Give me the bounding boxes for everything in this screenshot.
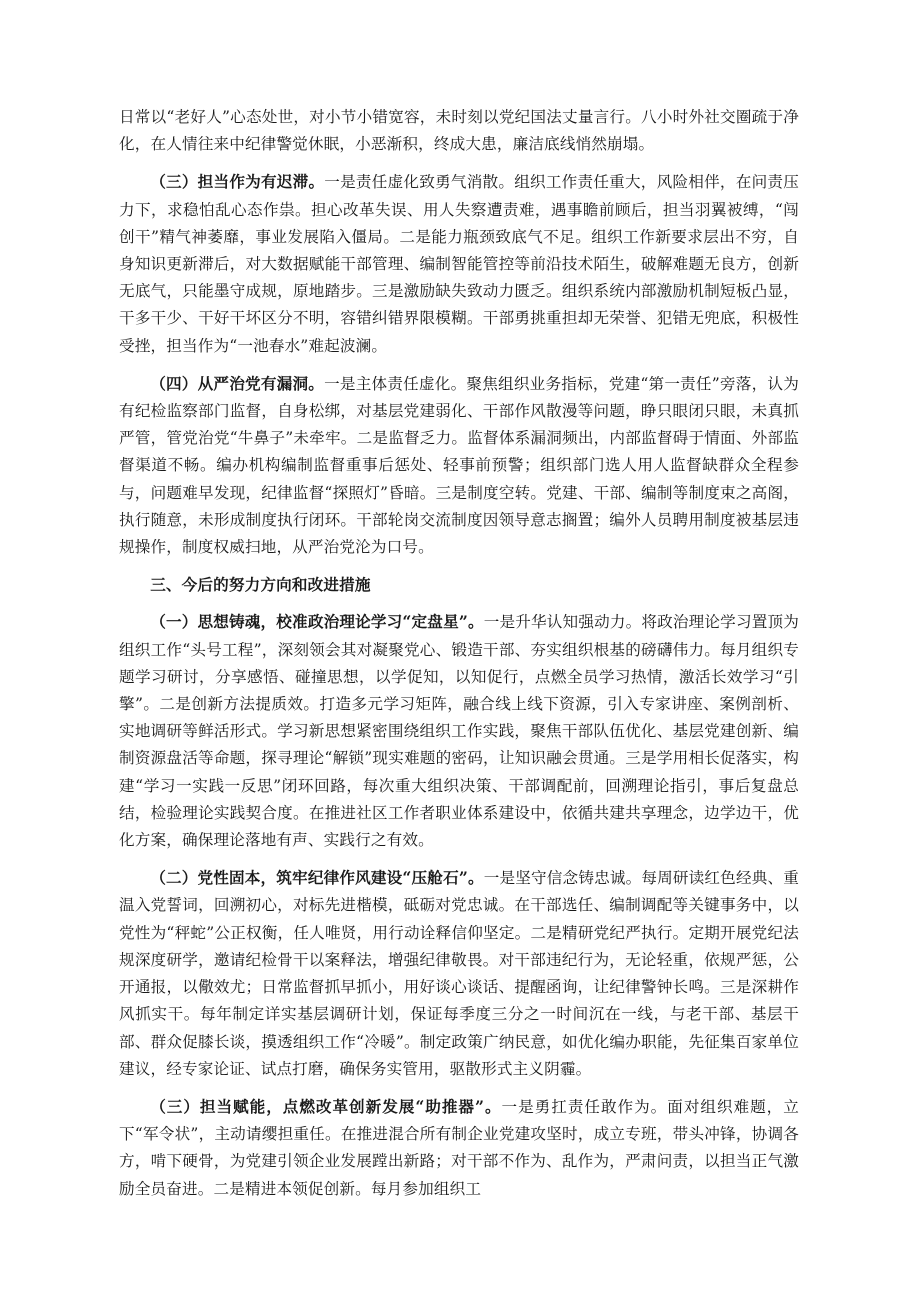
measure-text: 一是升华认知强动力。将政治理论学习置顶为组织工作“头号工程”，深刻领会其对凝聚党心、锻造干部、夯实组织根基的磅礴伟力。每月组织专题学习研讨，分享感悟、碰撞思想，以学促知，以知促行，点燃全员学习热情，激活长效学习“引擎”。二是创新方法提质效。打造多元学习矩阵，融合线上线下资源，引入专家讲座、案例剖析、实地调研等鲜活形式。学习新思想紧密围绕组织工作实践，聚焦干部队伍优化、基层党建创新、编制资源盘活等命题，探寻理论“解锁”现实难题的密码，让知识融会贯通。三是学用相长促落实，构建“学习一实践一反思”闭环回路，每次重大组织决策、干部调配前，回溯理论指引，事后复盘总结，检验理论实践契合度。在推进社区工作者职业体系建设中，依循共建共享理念，边学边干，优化方案，确保理论落地有声、实践行之有效。 [119,613,799,850]
measure-lead: （一）思想铸魂，校准政治理论学习“定盘星”。 [150,612,484,632]
measure-lead: （三）担当赋能，点燃改革创新发展“助推器”。 [150,1096,502,1116]
measure-ideology [119,608,799,854]
paragraph-text: 日常以“老好人”心态处世，对小节小错宽容，未时刻以党纪国法丈量言行。八小时外社交圈疏于净化，在人情往来中纪律警觉休眠，小恶渐积，终成大患，廉洁底线悄然崩塌。 [119,108,799,154]
section-heading: 三、今后的努力方向和改进措施 [150,575,371,595]
measure-lead: （二）党性固本，筑牢纪律作风建设“压舱石”。 [150,868,484,888]
paragraph-text: 一是责任虚化致勇气消散。组织工作责任重大，风险相伴，在问责压力下，求稳怕乱心态作祟。担心改革失误、用人失察遭责难，遇事瞻前顾后，担当羽翼被缚，“闯创干”精气神萎靡，事业发展陷入僵局。二是能力瓶颈致底气不足。组织工作新要求层出不穷，自身知识更新滞后，对大数据赋能干部管理、编制智能管控等前沿技术陌生，破解难题无良方，创新无底气，只能墨守成规，原地踏步。三是激励缺失致动力匮乏。组织系统内部激励机制短板凸显，干多干少、干好干坏区分不明，容错纠错界限模糊。干部勇挑重担却无荣誉、犯错无兜底，积极性受挫，担当作为“一池春水”难起波澜。 [119,173,799,355]
measure-innovation [119,1093,799,1203]
paragraph-lead: （四）从严治党有漏洞。 [150,373,325,393]
measure-text: 一是勇扛责任敢作为。面对组织难题，立下“军令状”，主动请缨担重任。在推进混合所有制企业党建攻坚时，成立专班，带头冲锋，协调各方，啃下硬骨，为党建引领企业发展蹚出新路；对干部不作为、乱作为，严肃问责，以担当正气激励全员奋进。二是精进本领促创新。每月参加组织工 [119,1097,799,1198]
paragraph-lead: （三）担当作为有迟滞。 [150,172,325,192]
paragraph-text: 一是主体责任虚化。聚焦组织业务指标，党建“第一责任”旁落，认为有纪检监察部门监督，自身松绑，对基层党建弱化、干部作风散漫等问题，睁只眼闭只眼，未真抓严管，管党治党“牛鼻子”未牵牢。二是监督乏力。监督体系漏洞频出，内部监督碍于情面、外部监督渠道不畅。编办机构编制监督重事后惩处、轻事前预警；组织部门选人用人监督缺群众全程参与，问题难早发现，纪律监督“探照灯”昏暗。三是制度空转。党建、干部、编制等制度束之高阁，执行随意，未形成制度执行闭环。干部轮岗交流制度因领导意志搁置；编外人员聘用制度被基层违规操作，制度权威扫地，从严治党沦为口号。 [119,374,799,557]
measure-discipline [119,864,799,1083]
measure-text: 一是坚守信念铸忠诚。每周研读红色经典、重温入党誓词，回溯初心，对标先进楷模，砥砺对党忠诚。在干部选任、编制调配等关键事务中，以党性为“秤蛇”公正权衡，任人唯贤，用行动诠释信仰坚定。二是精研党纪严执行。定期开展党纪法规深度研学，邀请纪检骨干以案释法，增强纪律敬畏。对干部违纪行为，无论轻重，依规严惩，公开通报，以儆效尤；日常监督抓早抓小，用好谈心谈话、提醒函询，让纪律警钟长鸣。三是深耕作风抓实干。每年制定详实基层调研计划，保证每季度三分之一时间沉在一线，与老干部、基层干部、群众促膝长谈，摸透组织工作“冷暖”。制定政策广纳民意，如优化编办职能，先征集百家单位建议，经专家论证、试点打磨，确保务实管用，驱散形式主义阴霾。 [119,869,799,1078]
document-page [119,104,799,1203]
paragraph-continuation [119,104,799,158]
paragraph-responsibility [119,168,799,359]
paragraph-party-governance [119,370,799,561]
